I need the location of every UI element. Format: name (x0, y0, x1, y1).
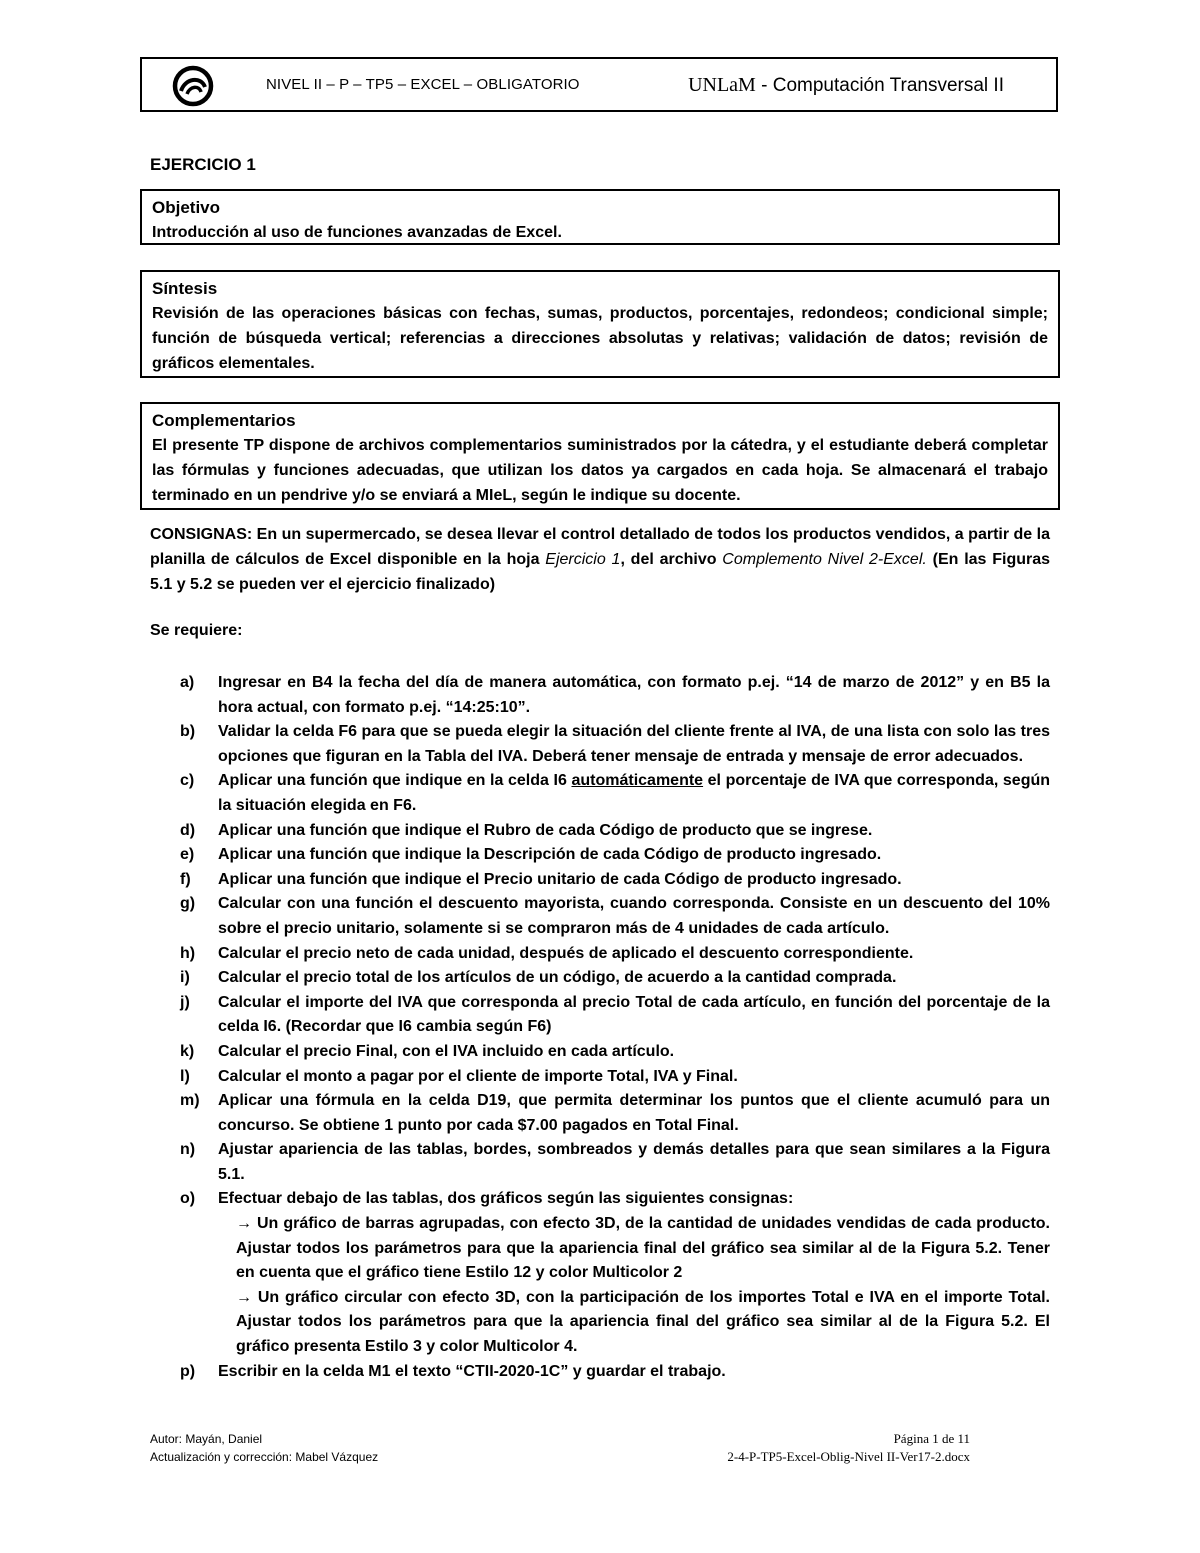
item-text: Aplicar una fórmula en la celda D19, que permita determinar los puntos que el cliente acumuló para un concurso. Se obtiene 1 punto por cada $7.00 pagados en Total Final. (218, 1092, 1050, 1134)
sub-item-pie-chart: → Un gráfico circular con efecto 3D, con la participación de los importes Total e IVA en el importe Total. Ajustar todos los parámetros para que la apariencia final del gráfico sea similar al de la Figura 5.2. El gráfico presenta Estilo 3 y color Multicolor 4. (236, 1288, 1050, 1356)
item-letter: a) (180, 674, 195, 691)
item-text: Calcular con una función el descuento mayorista, cuando corresponda. Consiste en un descuento del 10% sobre el precio unitario, solamente si se compraron más de 4 unidades de cada artículo. (218, 895, 1050, 937)
list-item-a (180, 671, 1050, 720)
exercise-title: EJERCICIO 1 (150, 155, 256, 174)
item-text: Aplicar una función que indique el Rubro de cada Código de producto que se ingrese. (218, 821, 873, 839)
item-text: Calcular el precio neto de cada unidad, después de aplicado el descuento correspondiente. (218, 944, 914, 962)
item-text-post: el porcentaje de IVA que corresponda, según la situación elegida en F6. (218, 772, 1051, 814)
footer-update: Actualización y corrección: Mabel Vázquez (150, 1450, 379, 1464)
header-institution (688, 74, 1004, 97)
header-title: NIVEL II – P – TP5 – EXCEL – OBLIGATORIO (266, 76, 580, 93)
item-letter: e) (180, 846, 195, 864)
item-letter: d) (180, 821, 196, 839)
item-text: Aplicar una función que indique la Descripción de cada Código de producto ingresado. (218, 846, 882, 864)
sub-item-bar-chart: → Un gráfico de barras agrupadas, con efecto 3D, de la cantidad de unidades vendidas de cada producto. Ajustar todos los parámetros para que la apariencia final del gráfico sea similar al de la Figura 5.2. Tener en cuenta que el gráfico tiene Estilo 12 y color Multicolor 2 (236, 1215, 1050, 1282)
sintesis-text: Revisión de las operaciones básicas con fechas, sumas, productos, porcentajes, redondeos; condicional simple; función de búsqueda vertical; referencias a direcciones absolutas y relativas; validación de datos; revisión de gráficos elementales. (152, 305, 1048, 372)
consignas-file: Complemento Nivel 2-Excel. (722, 551, 927, 568)
item-text-underlined: automáticamente (571, 772, 704, 790)
objetivo-title: Objetivo (152, 198, 221, 217)
item-letter: f) (180, 870, 191, 888)
item-letter: i) (180, 969, 190, 987)
sintesis-title: Síntesis (152, 279, 218, 298)
item-text: Ajustar apariencia de las tablas, bordes, sombreados y demás detalles para que sean similares a la Figura 5.1. (218, 1141, 1050, 1183)
item-letter: p) (180, 1362, 196, 1380)
item-letter: o) (180, 1190, 196, 1208)
consignas-paragraph (150, 522, 1050, 597)
consignas-part3: (En las Figuras 5.1 y 5.2 se pueden ver el ejercicio finalizado) (150, 551, 1051, 593)
list-item-c (180, 769, 1050, 818)
item-text: Calcular el precio Final, con el IVA incluido en cada artículo. (218, 1042, 675, 1060)
item-text: Aplicar una función que indique el Precio unitario de cada Código de producto ingresado. (218, 870, 902, 888)
list-item-d (180, 819, 1050, 844)
unlam-logo-icon (172, 65, 214, 107)
list-item-o (180, 1187, 1050, 1359)
list-item-j (180, 991, 1050, 1040)
list-item-n (180, 1138, 1050, 1187)
list-item-h (180, 942, 1050, 967)
requirements-list (180, 671, 1050, 1384)
item-text: Calcular el importe del IVA que corresponda al precio Total de cada artículo, en función del porcentaje de la celda I6. (Recordar que I6 cambia según F6) (218, 993, 1050, 1036)
item-letter: g) (180, 895, 196, 913)
complementarios-text: El presente TP dispone de archivos complementarios suministrados por la cátedra, y el estudiante deberá completar las fórmulas y funciones adecuadas, que utilizan los datos ya cargados en cada hoja. Se almacenará el trabajo terminado en un pendrive y/o se enviará a MIeL, según le indique su docente. (152, 437, 1048, 504)
list-item-g (180, 892, 1050, 941)
consignas-sheet: Ejercicio 1 (545, 551, 621, 568)
item-letter: l) (180, 1067, 190, 1085)
item-letter: h) (180, 944, 196, 962)
item-letter: m) (180, 1092, 200, 1110)
institution-name: UNLaM (688, 74, 756, 96)
list-item-p (180, 1360, 1050, 1385)
item-letter: k) (180, 1042, 195, 1060)
item-letter: j) (180, 993, 190, 1011)
item-letter: n) (180, 1141, 196, 1159)
complementarios-title: Complementarios (152, 411, 296, 430)
item-text: Calcular el precio total de los artículos de un código, de acuerdo a la cantidad comprada. (218, 969, 897, 987)
consignas-part2: , del archivo (620, 551, 723, 568)
list-item-m (180, 1089, 1050, 1138)
subject-name: - Computación Transversal II (755, 75, 1004, 96)
sintesis-box (140, 270, 1060, 378)
consignas-part1: CONSIGNAS: En un supermercado, se desea llevar el control detallado de todos los productos vendidos, a partir de la planilla de cálculos de Excel disponible en la hoja (150, 526, 1050, 568)
footer-filename: 2-4-P-TP5-Excel-Oblig-Nivel II-Ver17-2.docx (727, 1449, 970, 1464)
item-text-pre: Aplicar una función que indique en la celda I6 (218, 772, 572, 790)
page-header (140, 57, 1058, 112)
item-text: Ingresar en B4 la fecha del día de manera automática, con formato p.ej. “14 de marzo de 2012” y en B5 la hora actual, con formato p.ej. “14:25:10”. (218, 674, 1050, 716)
list-item-e (180, 843, 1050, 868)
item-letter: c) (180, 772, 195, 790)
footer-page-number: Página 1 de 11 (893, 1431, 970, 1446)
footer-author: Autor: Mayán, Daniel (150, 1432, 263, 1446)
item-letter: b) (180, 723, 196, 741)
list-item-i (180, 966, 1050, 991)
list-item-b (180, 720, 1050, 769)
list-item-l (180, 1065, 1050, 1090)
requiere-heading: Se requiere: (150, 622, 243, 639)
item-text: Escribir en la celda M1 el texto “CTII-2020-1C” y guardar el trabajo. (218, 1362, 726, 1380)
objetivo-text: Introducción al uso de funciones avanzadas de Excel. (152, 224, 562, 241)
complementarios-box (140, 402, 1060, 510)
item-text: Calcular el monto a pagar por el cliente de importe Total, IVA y Final. (218, 1067, 738, 1085)
item-text: Validar la celda F6 para que se pueda elegir la situación del cliente frente al IVA, de una lista con solo las tres opciones que figuran en la Tabla del IVA. Deberá tener mensaje de entrada y mensaje de error adecuados. (218, 723, 1050, 765)
list-item-k (180, 1040, 1050, 1065)
item-text: Efectuar debajo de las tablas, dos gráficos según las siguientes consignas: (218, 1190, 794, 1208)
list-item-f (180, 868, 1050, 893)
objetivo-box (140, 189, 1060, 245)
